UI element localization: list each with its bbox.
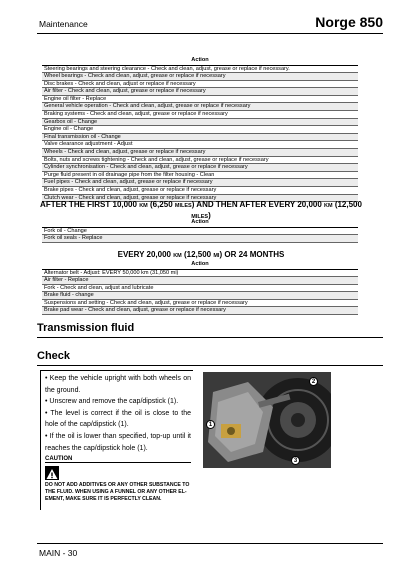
unit-km: KM <box>173 253 182 259</box>
table-cell: Gearbox oil - Change <box>42 118 358 126</box>
table-row <box>42 103 358 111</box>
section-title: Transmission fluid <box>37 322 383 338</box>
table-row <box>42 187 358 195</box>
table-row <box>42 149 358 157</box>
step-item: • The level is correct if the oil is close to the hole of the cap/dipstick (1). <box>45 409 191 429</box>
table-header: Action <box>42 57 358 65</box>
step-item: • Keep the vehicle upright with both wheels on the ground. <box>45 375 191 394</box>
table-cell: Air filter - Check and clean, adjust, grease or replace if necessary <box>42 88 358 96</box>
header-rule <box>37 33 383 34</box>
table-cell: General vehicle operation - Check and clean, adjust, grease or replace if necessary <box>42 103 358 111</box>
callout-badge: 1 <box>206 420 215 429</box>
table-cell: Suspensions and setting - Check and clean, adjust, grease or replace if necessary <box>42 299 358 307</box>
table-cell: Cylinder synchronisation - Check and clean, adjust, grease or replace if necessary <box>42 164 358 172</box>
table-cell: Final transmission oil - Change <box>42 133 358 141</box>
table-row <box>42 171 358 179</box>
table-row <box>42 80 358 88</box>
table-cell: Bolts, nuts and screws tightening - Check and clean, adjust, grease or replace if necessary <box>42 156 358 164</box>
maintenance-table-fork <box>42 219 358 243</box>
unit-km: KM <box>324 203 333 209</box>
table-row <box>42 269 358 277</box>
header-model: Norge 850 <box>315 14 383 30</box>
heading-text: (6,250 <box>147 200 175 209</box>
table-cell: Wheel bearings - Check and clean, adjust, grease or replace if necessary <box>42 73 358 81</box>
table-row <box>42 111 358 119</box>
warning-hand-icon <box>45 466 59 480</box>
table-row <box>42 292 358 300</box>
heading-text: ) AND THEN AFTER EVERY 20,000 <box>191 200 325 209</box>
unit-mi: MI <box>213 253 220 259</box>
caution-text: DO NOT ADD ADDITIVES OR ANY OTHER SUBSTANCE TO THE FLUID. WHEN USING A FUNNEL OR ANY OTHER EL-EMENT, MAKE SURE IT IS PERFECTLY CLEAN. <box>45 482 190 503</box>
table-cell: Clutch wear - Check and clean, adjust, grease or replace if necessary <box>42 194 358 202</box>
table-cell: Fork oil - Change <box>42 227 358 235</box>
table-row <box>42 164 358 172</box>
heading-text: EVERY 20,000 <box>117 250 174 259</box>
table-header: Action <box>42 261 358 269</box>
table-cell: Fork - Check and clean, adjust and lubricate <box>42 284 358 292</box>
callout-badge: 2 <box>309 377 318 386</box>
table-row <box>42 156 358 164</box>
page-number: MAIN - 30 <box>39 548 78 558</box>
unit-miles: MILES <box>174 203 192 209</box>
table-row <box>42 65 358 73</box>
table-row <box>42 118 358 126</box>
table-row <box>42 235 358 243</box>
heading-text: ) OR 24 MONTHS <box>219 250 285 259</box>
table-row <box>42 126 358 134</box>
table-row <box>42 88 358 96</box>
maintenance-table-24-months <box>42 261 358 315</box>
table-cell: Engine oil - Change <box>42 126 358 134</box>
table-row <box>42 299 358 307</box>
unit-miles: MILES <box>191 214 209 220</box>
subsection-title: Check <box>37 350 383 366</box>
table-cell: Air filter - Replace <box>42 277 358 285</box>
procedure-steps <box>41 371 193 454</box>
footer-rule <box>37 543 383 544</box>
table-row <box>42 95 358 103</box>
callout-badge: 3 <box>291 456 300 465</box>
table-cell: Fuel pipes - Check and clean, adjust, grease or replace if necessary <box>42 179 358 187</box>
interval-heading-24-months <box>40 250 362 261</box>
table-row <box>42 141 358 149</box>
table-row <box>42 277 358 285</box>
header-section: Maintenance <box>39 19 88 29</box>
maintenance-table-initial <box>42 57 358 202</box>
table-row <box>42 284 358 292</box>
table-cell: Wheels - Check and clean, adjust, grease or replace if necessary <box>42 149 358 157</box>
table-cell: Brake pipes - Check and clean, adjust, grease or replace if necessary <box>42 187 358 195</box>
table-row <box>42 307 358 315</box>
table-cell: Disc brakes - Check and clean, adjust or replace if necessary <box>42 80 358 88</box>
table-cell: Brake fluid - change <box>42 292 358 300</box>
table-row <box>42 227 358 235</box>
table-cell: Purge fluid present in oil drainage pipe from the filter housing - Clean <box>42 171 358 179</box>
caution-label: CAUTION <box>45 456 191 463</box>
transmission-photo <box>203 372 331 468</box>
heading-text: (12,500 <box>181 250 214 259</box>
table-row <box>42 179 358 187</box>
table-row <box>42 133 358 141</box>
table-cell: Fork oil seals - Replace <box>42 235 358 243</box>
table-header: Action <box>42 219 358 227</box>
table-cell: Alternator belt - Adjust: EVERY 50,000 km (31,050 mi) <box>42 269 358 277</box>
table-cell: Braking systems - Check and clean, adjust, grease or replace if necessary <box>42 111 358 119</box>
table-cell: Valve clearance adjustment - Adjust <box>42 141 358 149</box>
heading-text: AFTER THE FIRST 10,000 <box>40 200 140 209</box>
table-cell: Engine oil filter - Replace <box>42 95 358 103</box>
step-item: • Unscrew and remove the cap/dipstick (1). <box>45 398 179 406</box>
table-cell: Steering bearings and steering clearance - Check and clean, adjust, grease or replace if necessary. <box>42 65 358 73</box>
unit-km: KM <box>139 203 148 209</box>
table-row <box>42 73 358 81</box>
step-item: • If the oil is lower than specified, top-up until it reaches the cap/dipstick hole (1). <box>45 432 191 452</box>
heading-text: ) <box>208 211 211 220</box>
table-cell: Brake pad wear - Check and clean, adjust, grease or replace if necessary <box>42 307 358 315</box>
heading-text: (12,500 <box>332 200 362 209</box>
procedure-box <box>40 370 193 510</box>
